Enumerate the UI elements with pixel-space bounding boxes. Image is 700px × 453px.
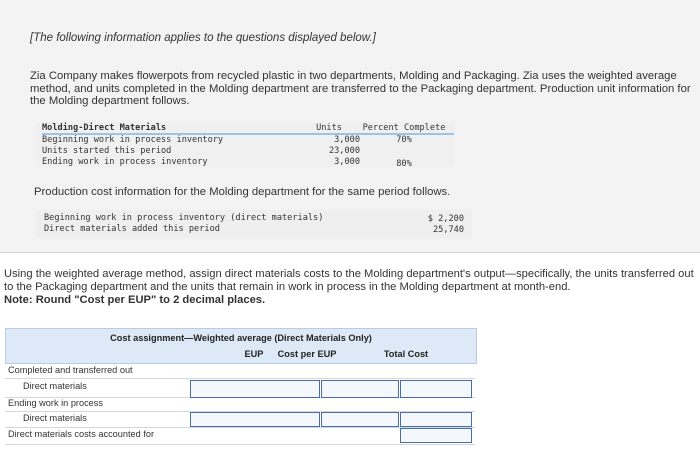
units-row-units: 3,000 (334, 135, 360, 145)
question-note (4, 294, 265, 307)
row-label: Direct materials (23, 413, 87, 423)
row-label: Completed and transferred out (8, 365, 133, 375)
question-text: Using the weighted average method, assign direct materials costs to the Molding department's output—specifically, the units transferred out to the Packaging department and the units that remain in work in process in the Molding department at month-end. (4, 268, 694, 293)
table-row (5, 411, 475, 428)
answer-table-header (5, 328, 477, 364)
eup-col-header: EUP (244, 349, 264, 359)
units-row-units: 23,000 (328, 146, 360, 156)
units-row-pct: 80% (396, 159, 412, 169)
cost-row-label: Beginning work in process inventory (direct materials) (44, 213, 324, 223)
units-row-label: Ending work in process inventory (42, 157, 208, 167)
units-row-label: Beginning work in process inventory (42, 135, 224, 145)
total-cost-input[interactable] (400, 412, 472, 427)
cost-per-eup-input[interactable] (321, 412, 399, 427)
units-row-pct: 70% (396, 135, 412, 145)
note-text: Round "Cost per EUP" to 2 decimal places. (35, 294, 266, 306)
units-col-header: Units (298, 123, 360, 135)
units-table-title: Molding-Direct Materials (42, 123, 322, 135)
units-table (36, 122, 454, 167)
total-cost-col-header: Total Cost (383, 349, 429, 359)
table-row (5, 427, 475, 445)
table-row (5, 378, 475, 398)
cost-table (36, 210, 472, 238)
answer-table-title: Cost assignment—Weighted average (Direct Materials Only) (110, 333, 372, 343)
cost-per-eup-input[interactable] (321, 380, 399, 398)
units-row-label: Units started this period (42, 146, 172, 156)
table-row (5, 363, 475, 379)
cost-row-value: $ 2,200 (427, 214, 464, 224)
eup-input[interactable] (190, 380, 320, 398)
pct-col-header: Percent Complete (354, 123, 454, 135)
eup-input[interactable] (190, 412, 320, 427)
note-label: Note: (4, 294, 33, 306)
row-label: Direct materials (23, 381, 87, 391)
cost-per-eup-col-header: Cost per EUP (277, 349, 337, 359)
cost-row-label: Direct materials added this period (44, 224, 220, 234)
intro-paragraph: Zia Company makes flowerpots from recycled plastic in two departments, Molding and Packaging. Zia uses the weighted average method, and units completed in the Molding department are transferred to the Packaging department. Production unit information for the Molding department follows. (30, 70, 691, 107)
table-row (5, 397, 475, 412)
cost-row-value: 25,740 (432, 225, 464, 235)
cost-intro: Production cost information for the Molding department for the same period follows. (34, 186, 451, 198)
total-cost-input[interactable] (400, 380, 472, 398)
total-cost-input[interactable] (400, 428, 472, 443)
intro-note: [The following information applies to the questions displayed below.] (30, 32, 376, 44)
row-label: Ending work in process (8, 398, 103, 408)
units-row-units: 3,000 (334, 157, 360, 167)
row-label: Direct materials costs accounted for (8, 429, 155, 439)
